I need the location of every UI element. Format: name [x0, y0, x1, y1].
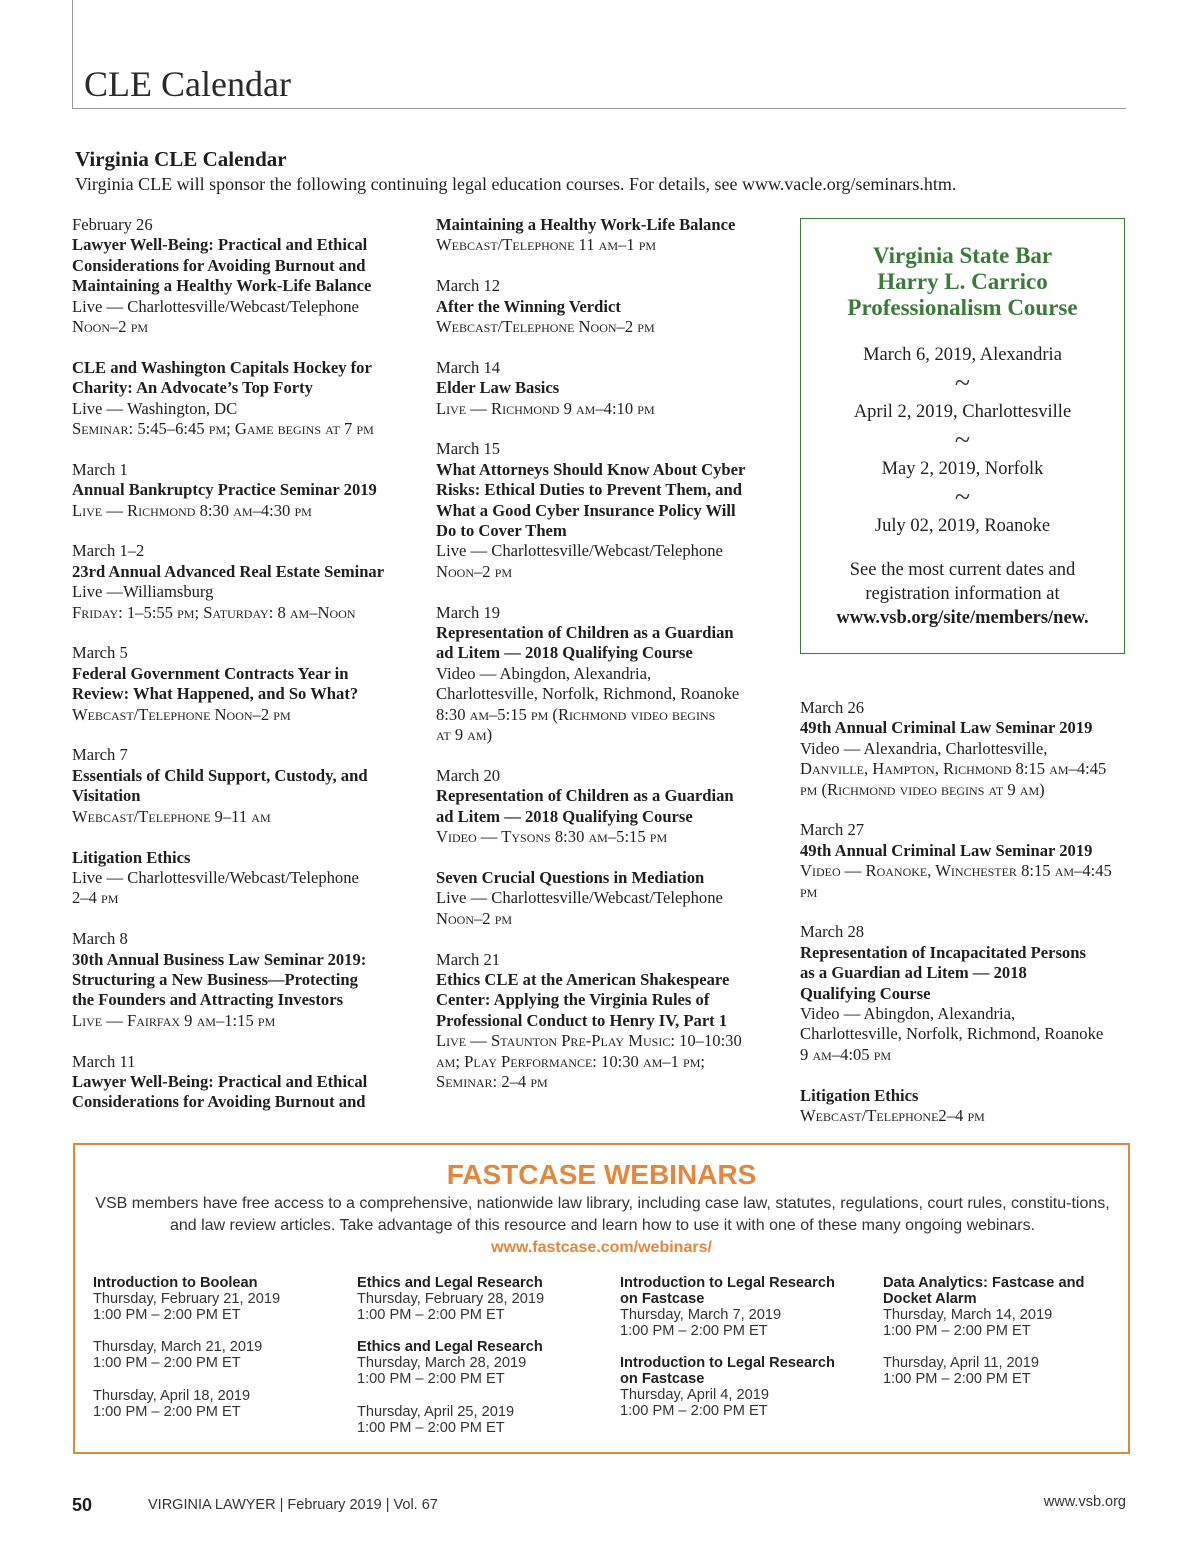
event-item: [72, 745, 412, 827]
event-date: March 20: [436, 765, 501, 785]
event-title: Essentials of Child Support, Custody, and: [72, 765, 368, 785]
webinar-datetime: Thursday, March 14, 2019: [883, 1307, 1053, 1323]
event-item: [436, 766, 776, 848]
webinar-title: Docket Alarm: [883, 1291, 977, 1307]
webinar-datetime: Thursday, April 25, 2019: [357, 1403, 515, 1420]
tilde-separator: ~: [954, 482, 971, 513]
event-time: Live — Richmond 8:30 am–4:30 pm: [72, 500, 312, 520]
event-item: [72, 643, 412, 725]
event-time: at 9 am): [436, 725, 493, 745]
event-item: [436, 215, 776, 256]
webinar-datetime: Thursday, April 18, 2019: [93, 1387, 251, 1404]
calendar-column-3: [800, 698, 1130, 1147]
event-time: 9 am–4:05 pm: [800, 1044, 892, 1064]
webinar-column: [93, 1275, 333, 1436]
webinar-session: [883, 1355, 1123, 1387]
calendar-column-2: [436, 215, 776, 1113]
webinar-datetime: Thursday, March 7, 2019: [620, 1307, 782, 1323]
event-title: the Founders and Attracting Investors: [72, 990, 344, 1010]
event-date: March 8: [72, 929, 128, 949]
section-intro-text: Virginia CLE will sponsor the following continuing legal education courses. For details, see www.vacle.org/seminars.htm.: [75, 174, 957, 194]
event-title: Annual Bankruptcy Practice Seminar 2019: [72, 480, 377, 500]
event-title: 23rd Annual Advanced Real Estate Seminar: [72, 561, 385, 581]
webinar-datetime: 1:00 PM – 2:00 PM ET: [620, 1403, 768, 1420]
event-title: Center: Applying the Virginia Rules of: [436, 990, 710, 1010]
fastcase-webinars-box: [73, 1143, 1130, 1454]
event-location: Live — Charlottesville/Webcast/Telephone: [436, 541, 723, 561]
tilde-separator: ~: [954, 368, 971, 399]
event-title: Considerations for Avoiding Burnout and: [72, 255, 366, 275]
event-time: 8:30 am–5:15 pm (Richmond video begins: [436, 704, 716, 724]
event-title: Lawyer Well-Being: Practical and Ethical: [72, 1071, 368, 1091]
event-item: [800, 922, 1130, 1065]
event-location: Video — Alexandria, Charlottesville,: [800, 738, 1048, 758]
event-title: Litigation Ethics: [72, 847, 191, 867]
event-time: Webcast/Telephone Noon–2 pm: [72, 704, 291, 724]
event-time: Noon–2 pm: [436, 908, 513, 928]
event-time: Noon–2 pm: [436, 561, 513, 581]
carrico-title-line: Harry L. Carrico: [877, 269, 1048, 294]
event-time: Video — Roanoke, Winchester 8:15 am–4:45 pm: [800, 861, 1112, 901]
carrico-note: [801, 558, 1124, 630]
event-time: pm (Richmond video begins at 9 am): [800, 779, 1045, 799]
webinar-title: on Fastcase: [620, 1371, 705, 1388]
event-title: as a Guardian ad Litem — 2018: [800, 963, 1027, 983]
webinar-title: Data Analytics: Fastcase and: [883, 1275, 1085, 1291]
event-time: Friday: 1–5:55 pm; Saturday: 8 am–Noon: [72, 602, 356, 622]
event-title: 30th Annual Business Law Seminar 2019:: [72, 949, 367, 969]
event-time: Webcast/Telephone 9–11 am: [72, 806, 271, 826]
event-date: March 7: [72, 745, 128, 765]
event-location: Live — Charlottesville/Webcast/Telephone: [72, 867, 359, 887]
event-item: [72, 215, 412, 337]
event-time: Danville, Hampton, Richmond 8:15 am–4:45: [800, 759, 1107, 779]
event-title: Seven Crucial Questions in Mediation: [436, 867, 705, 887]
event-title: Representation of Children as a Guardian: [436, 786, 734, 806]
carrico-title: [801, 243, 1124, 321]
event-time: Video — Tysons 8:30 am–5:15 pm: [436, 827, 668, 847]
event-date: March 1: [72, 459, 128, 479]
webinar-column: [883, 1275, 1123, 1404]
publication-info: VIRGINIA LAWYER | February 2019 | Vol. 67: [148, 1497, 438, 1513]
event-location: Live — Washington, DC: [72, 398, 238, 418]
webinar-datetime: Thursday, February 21, 2019: [93, 1291, 281, 1307]
event-item: [72, 1052, 412, 1113]
webinar-datetime: Thursday, March 28, 2019: [357, 1355, 527, 1372]
webinar-datetime: 1:00 PM – 2:00 PM ET: [357, 1419, 505, 1436]
webinar-session: [357, 1404, 597, 1436]
carrico-course-box: [800, 218, 1125, 654]
carrico-note-line: See the most current dates and: [849, 560, 1076, 580]
webinar-title: Ethics and Legal Research: [357, 1275, 543, 1291]
event-title: Elder Law Basics: [436, 378, 560, 398]
page-title: CLE Calendar: [84, 64, 291, 104]
event-date: March 28: [800, 922, 865, 942]
webinar-column: [357, 1275, 597, 1452]
webinar-datetime: 1:00 PM – 2:00 PM ET: [357, 1371, 505, 1388]
carrico-title-line: Professionalism Course: [847, 295, 1078, 320]
fastcase-title: FASTCASE WEBINARS: [446, 1159, 757, 1190]
event-title: ad Litem — 2018 Qualifying Course: [436, 643, 693, 663]
event-title: Representation of Incapacitated Persons: [800, 942, 1086, 962]
event-title: CLE and Washington Capitals Hockey for: [72, 357, 372, 377]
webinar-session: [883, 1275, 1123, 1339]
webinar-title: on Fastcase: [620, 1291, 705, 1307]
event-title: Visitation: [72, 786, 141, 806]
event-location: Charlottesville, Norfolk, Richmond, Roanoke: [436, 684, 740, 704]
event-item: [436, 950, 776, 1093]
carrico-date: March 6, 2019, Alexandria: [863, 345, 1062, 365]
event-date: March 11: [72, 1051, 136, 1071]
event-title: 49th Annual Criminal Law Seminar 2019: [800, 718, 1093, 738]
webinar-datetime: Thursday, April 4, 2019: [620, 1387, 769, 1404]
event-date: March 12: [436, 276, 501, 296]
webinar-datetime: 1:00 PM – 2:00 PM ET: [620, 1323, 768, 1339]
webinar-title: Introduction to Legal Research: [620, 1275, 835, 1291]
event-date: March 19: [436, 602, 501, 622]
event-date: March 26: [800, 698, 865, 717]
calendar-column-1: [72, 215, 412, 1133]
event-item: [72, 848, 412, 909]
event-date: March 1–2: [72, 541, 145, 561]
event-item: [72, 358, 412, 440]
event-location: Charlottesville, Norfolk, Richmond, Roanoke: [800, 1024, 1104, 1044]
header-rule-horizontal: [72, 108, 1126, 109]
event-time: am; Play Performance: 10:30 am–1 pm;: [436, 1051, 706, 1071]
event-title: Charity: An Advocate’s Top Forty: [72, 378, 313, 398]
event-item: [800, 820, 1130, 902]
webinar-datetime: 1:00 PM – 2:00 PM ET: [93, 1307, 241, 1323]
webinar-session: [93, 1339, 333, 1371]
event-title: Review: What Happened, and So What?: [72, 684, 359, 704]
webinar-datetime: 1:00 PM – 2:00 PM ET: [93, 1355, 241, 1372]
event-time: Live — Richmond 9 am–4:10 pm: [436, 398, 655, 418]
event-item: [72, 460, 412, 521]
event-item: [72, 929, 412, 1031]
event-title: Federal Government Contracts Year in: [72, 663, 349, 683]
event-time: Webcast/Telephone 11 am–1 pm: [436, 235, 657, 255]
event-item: [436, 868, 776, 929]
webinar-title: Introduction to Legal Research: [620, 1355, 835, 1372]
event-time: Webcast/Telephone2–4 pm: [800, 1106, 985, 1126]
event-location: Live — Charlottesville/Webcast/Telephone: [436, 888, 723, 908]
carrico-date: July 02, 2019, Roanoke: [874, 516, 1051, 536]
event-date: March 21: [436, 949, 501, 969]
event-title: What Attorneys Should Know About Cyber: [436, 459, 746, 479]
event-item: [72, 541, 412, 623]
event-item: [436, 603, 776, 746]
event-title: 49th Annual Criminal Law Seminar 2019: [800, 840, 1093, 860]
event-item: [436, 276, 776, 337]
webinar-datetime: Thursday, March 21, 2019: [93, 1339, 263, 1356]
event-title: Considerations for Avoiding Burnout and: [72, 1092, 366, 1112]
event-title: Maintaining a Healthy Work-Life Balance: [436, 215, 736, 234]
event-title: After the Winning Verdict: [436, 296, 621, 316]
carrico-date: April 2, 2019, Charlottesville: [853, 402, 1072, 422]
webinar-session: [93, 1388, 333, 1420]
event-title: Litigation Ethics: [800, 1085, 919, 1105]
event-time: Webcast/Telephone Noon–2 pm: [436, 317, 655, 337]
webinar-title: Ethics and Legal Research: [357, 1339, 543, 1356]
event-item: [800, 1086, 1130, 1127]
event-item: [436, 358, 776, 419]
event-title: Lawyer Well-Being: Practical and Ethical: [72, 235, 368, 255]
event-location: Video — Abingdon, Alexandria,: [800, 1004, 1016, 1024]
event-location: Live — Charlottesville/Webcast/Telephone: [72, 296, 359, 316]
webinar-session: [620, 1355, 860, 1419]
webinar-session: [93, 1275, 333, 1323]
event-title: Structuring a New Business—Protecting: [72, 969, 358, 989]
event-date: February 26: [72, 215, 153, 234]
event-title: Maintaining a Healthy Work-Life Balance: [72, 276, 372, 296]
webinar-datetime: Thursday, February 28, 2019: [357, 1291, 545, 1307]
event-title: What a Good Cyber Insurance Policy Will: [436, 500, 736, 520]
event-date: March 27: [800, 820, 865, 840]
event-time: 2–4 pm: [72, 888, 119, 908]
event-location: Live —Williamsburg: [72, 582, 214, 602]
event-time: Seminar: 2–4 pm: [436, 1071, 548, 1091]
event-time: Seminar: 5:45–6:45 pm; Game begins at 7 pm: [72, 419, 374, 439]
carrico-dates: [801, 343, 1124, 538]
carrico-date: May 2, 2019, Norfolk: [881, 459, 1044, 479]
section-heading: Virginia CLE Calendar: [75, 147, 287, 171]
event-time: Live — Staunton Pre-Play Music: 10–10:30: [436, 1031, 742, 1051]
header-rule-vertical: [72, 0, 73, 108]
event-date: March 15: [436, 439, 501, 459]
event-title: Qualifying Course: [800, 983, 931, 1003]
webinar-session: [357, 1275, 597, 1323]
tilde-separator: ~: [954, 425, 971, 456]
event-item: [436, 439, 776, 582]
webinar-datetime: 1:00 PM – 2:00 PM ET: [93, 1403, 241, 1420]
event-title: Risks: Ethical Duties to Prevent Them, and: [436, 480, 742, 500]
event-date: March 5: [72, 643, 128, 663]
webinar-title: Introduction to Boolean: [93, 1275, 258, 1291]
webinar-datetime: 1:00 PM – 2:00 PM ET: [883, 1323, 1031, 1339]
webinar-session: [357, 1339, 597, 1387]
event-title: Representation of Children as a Guardian: [436, 623, 734, 643]
event-time: Noon–2 pm: [72, 317, 149, 337]
fastcase-link[interactable]: www.fastcase.com/webinars/: [491, 1239, 712, 1256]
event-title: Professional Conduct to Henry IV, Part 1: [436, 1010, 728, 1030]
fastcase-description: VSB members have free access to a comprehensive, nationwide law library, including case law, statutes, regulations, court rules, constitu-tions, and law review articles. Take advantage of this resource and learn how to use it with one of these many ongoing webinars.: [95, 1195, 1110, 1234]
webinar-datetime: 1:00 PM – 2:00 PM ET: [357, 1307, 505, 1323]
event-item: [800, 698, 1130, 800]
webinar-column: [620, 1275, 860, 1436]
page-number: 50: [72, 1495, 93, 1515]
carrico-note-line: registration information at: [865, 584, 1060, 604]
event-time: Live — Fairfax 9 am–1:15 pm: [72, 1010, 276, 1030]
event-title: ad Litem — 2018 Qualifying Course: [436, 806, 693, 826]
webinar-datetime: 1:00 PM – 2:00 PM ET: [883, 1371, 1031, 1388]
footer-url[interactable]: www.vsb.org: [1043, 1494, 1126, 1510]
event-location: Video — Abingdon, Alexandria,: [436, 663, 652, 683]
webinar-session: [620, 1275, 860, 1339]
webinar-datetime: Thursday, April 11, 2019: [883, 1355, 1040, 1372]
carrico-title-line: Virginia State Bar: [872, 243, 1053, 268]
event-title: Do to Cover Them: [436, 521, 567, 541]
event-title: Ethics CLE at the American Shakespeare: [436, 969, 730, 989]
carrico-registration-link[interactable]: www.vsb.org/site/members/new.: [836, 608, 1089, 628]
event-date: March 14: [436, 357, 501, 377]
